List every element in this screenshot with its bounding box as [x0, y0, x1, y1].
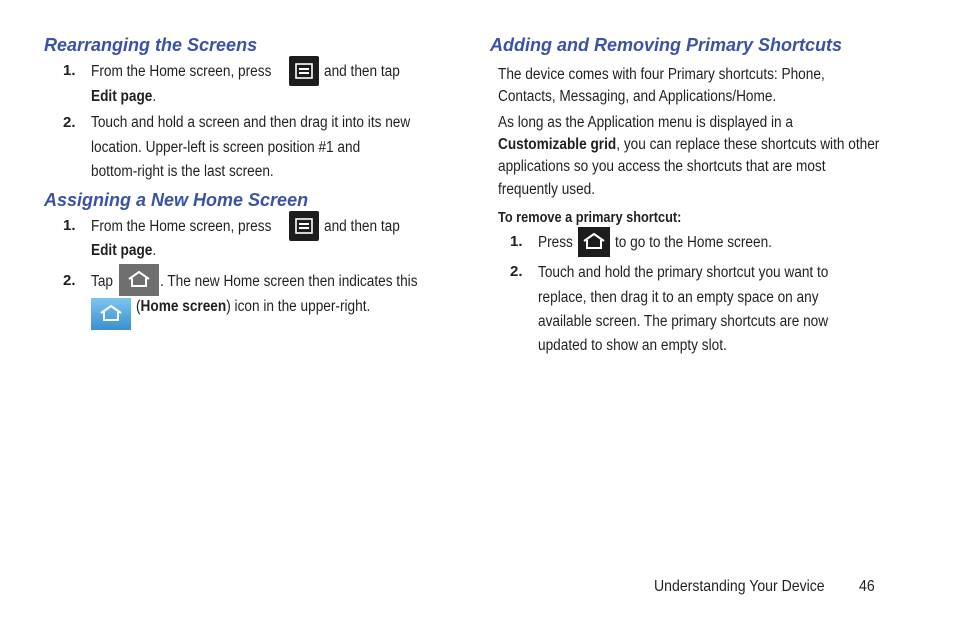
paragraph-line: [498, 133, 879, 157]
edit-page-label: Edit page: [91, 242, 153, 259]
step-text: Touch and hold a screen and then drag it into its new: [91, 114, 411, 131]
home-screen-icon: [91, 298, 131, 330]
paragraph-line: The device comes with four Primary shortcuts: Phone,: [498, 66, 825, 83]
step-text: [136, 295, 370, 319]
paragraph-line: frequently used.: [498, 181, 596, 198]
paragraph-line: Contacts, Messaging, and Applications/Home.: [498, 88, 777, 105]
step-number: 2.: [510, 263, 523, 280]
heading-rearranging: Rearranging the Screens: [44, 35, 258, 55]
home-icon: [578, 227, 610, 257]
heading-adding-removing: Adding and Removing Primary Shortcuts: [490, 35, 843, 55]
step-text: bottom-right is the last screen.: [91, 163, 274, 180]
step-text: Tap: [91, 273, 113, 290]
heading-assigning: Assigning a New Home Screen: [44, 190, 309, 210]
step-text: Touch and hold the primary shortcut you want to: [538, 264, 829, 281]
menu-icon: [289, 211, 319, 241]
step-text: and then tap: [324, 63, 400, 80]
edit-page-label: Edit page: [91, 88, 153, 105]
step-text: From the Home screen, press: [91, 63, 272, 80]
step-number: 2.: [63, 114, 76, 131]
home-icon: [119, 264, 159, 296]
step-text: [91, 85, 156, 109]
step-text: . The new Home screen then indicates this: [160, 273, 418, 290]
step-text: to go to the Home screen.: [615, 234, 772, 251]
page-number: 46: [859, 578, 875, 595]
step-text: [91, 239, 156, 263]
footer-section-title: Understanding Your Device: [654, 578, 825, 595]
step-text: location. Upper-left is screen position #1 and: [91, 139, 361, 156]
step-text: and then tap: [324, 218, 400, 235]
paragraph-line: applications so you access the shortcuts that are most: [498, 158, 826, 175]
step-text: available screen. The primary shortcuts are now: [538, 313, 829, 330]
step-text-rest: ) icon in the upper-right.: [226, 298, 371, 315]
period: .: [152, 242, 157, 259]
customizable-grid-label: Customizable grid: [498, 136, 617, 153]
step-text: From the Home screen, press: [91, 218, 272, 235]
subheading: To remove a primary shortcut:: [498, 210, 682, 226]
period: .: [152, 88, 157, 105]
menu-icon: [289, 56, 319, 86]
step-number: 1.: [63, 62, 76, 79]
paragraph-line: As long as the Application menu is displayed in a: [498, 114, 793, 131]
step-text: Press: [538, 234, 573, 251]
step-text: replace, then drag it to an empty space on any: [538, 289, 819, 306]
paren: (: [136, 298, 141, 315]
home-screen-label: Home screen: [140, 298, 227, 315]
step-number: 1.: [510, 233, 523, 250]
paragraph-rest: , you can replace these shortcuts with other: [616, 136, 880, 153]
step-number: 1.: [63, 217, 76, 234]
step-number: 2.: [63, 272, 76, 289]
step-text: updated to show an empty slot.: [538, 337, 727, 354]
